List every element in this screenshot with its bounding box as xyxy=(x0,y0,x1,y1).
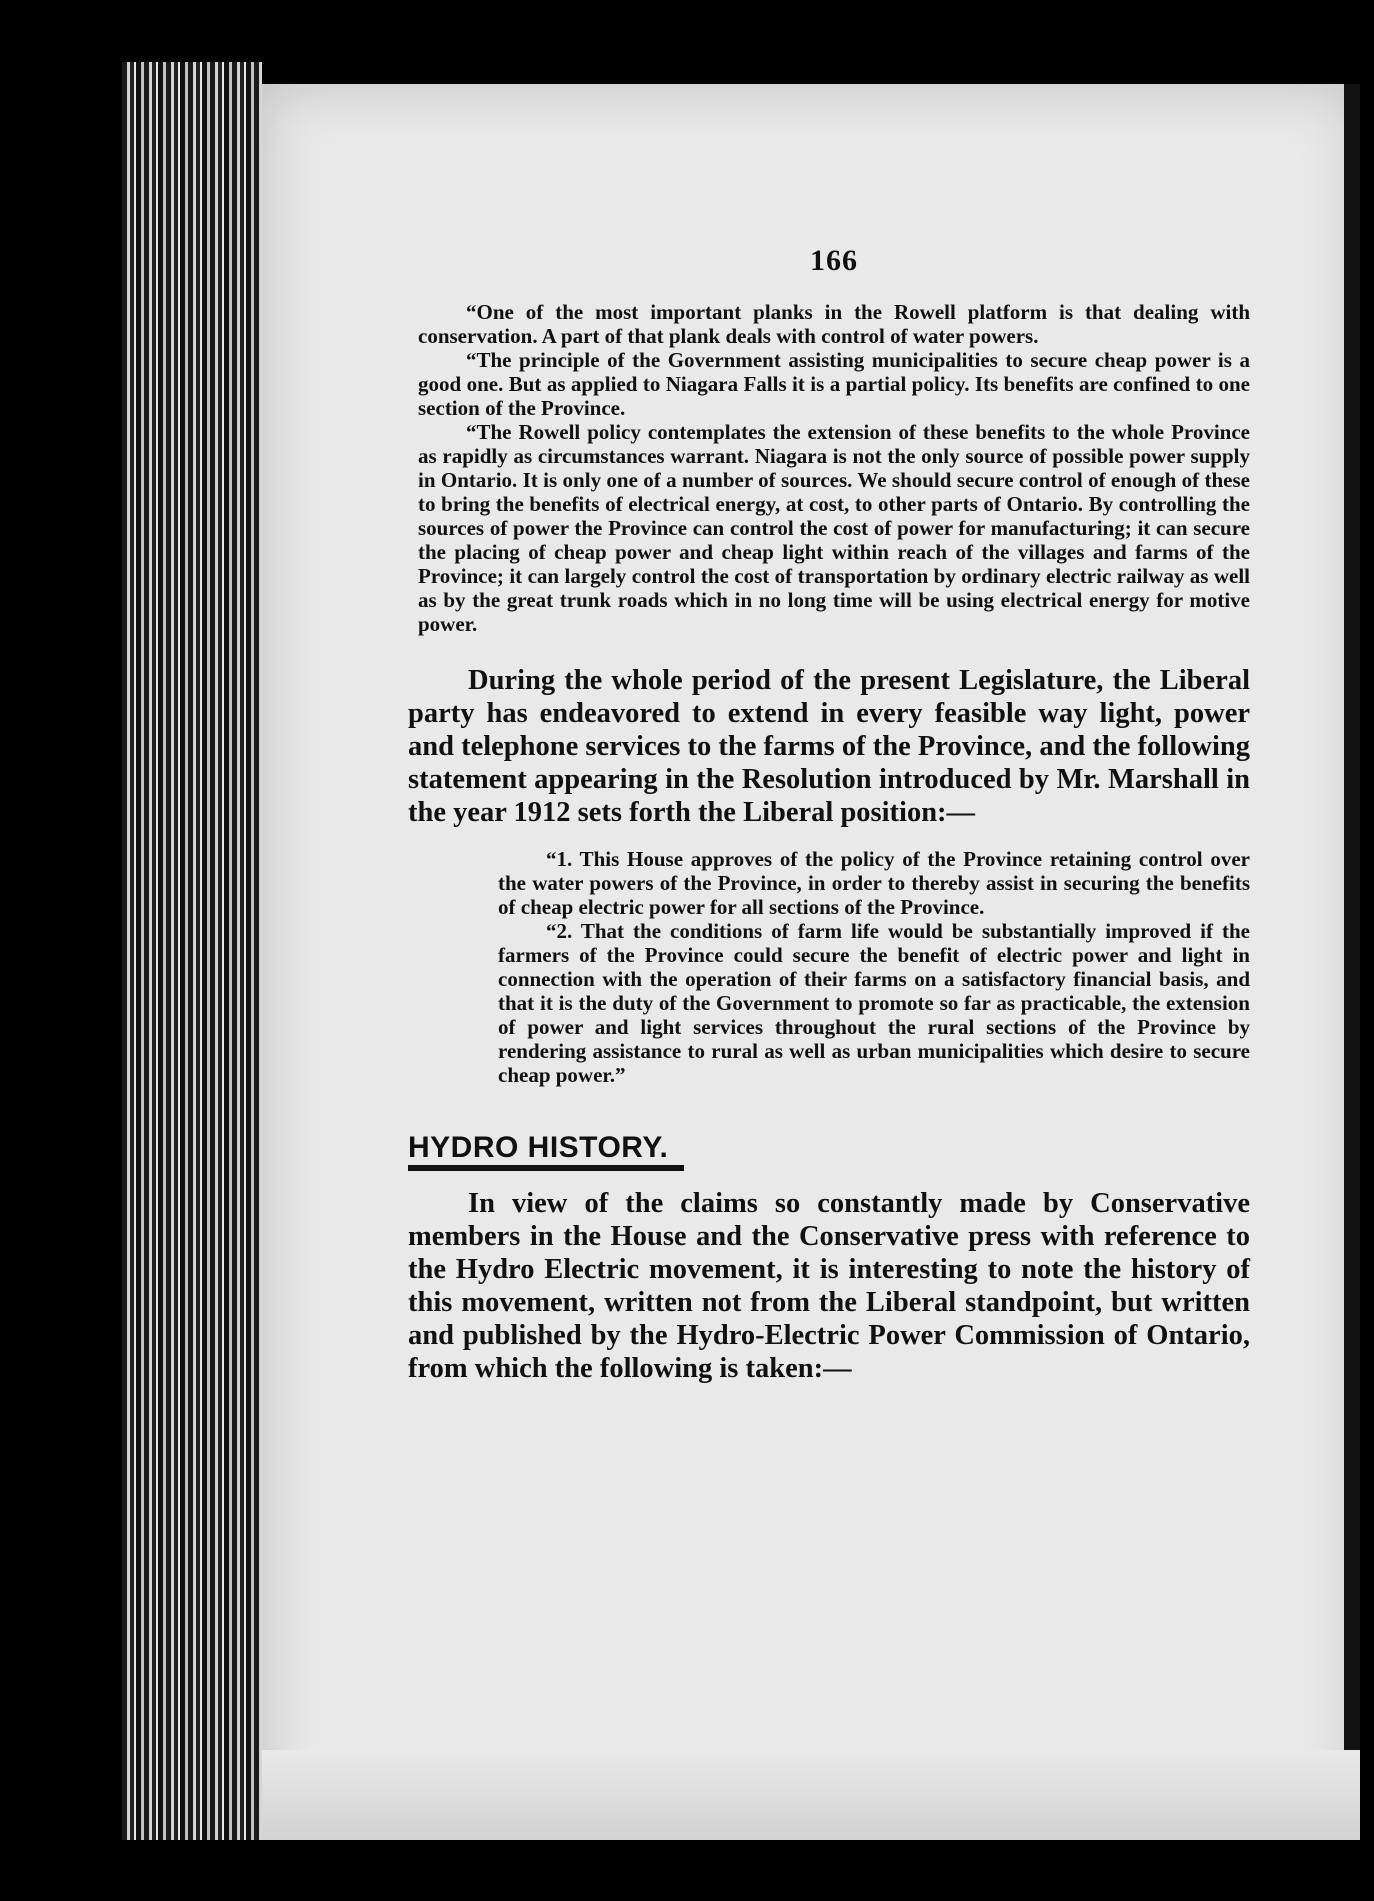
quote-paragraph: “The Rowell policy contemplates the extension of these benefits to the whole Province as rapidly as circumstances warrant. Niagara is not the only source of possible power supply in Ontario. It is only one of a number of sources. We should secure control of enough of these to bring the benefits of electrical energy, at cost, to other parts of Ontario. By controlling the sources of power the Province can control the cost of power for manufacturing; it can secure the placing of cheap power and cheap light within reach of the villages and farms of the Province; it can largely control the cost of transportation by ordinary electric railway as well as by the great trunk roads which in no long time will be using electrical energy for motive power. xyxy=(418,420,1250,636)
marshall-resolution-quote xyxy=(498,847,1250,1087)
book-page xyxy=(262,84,1360,1840)
quote-paragraph: “1. This House approves of the policy of the Province retaining control over the water powers of the Province, in order to thereby assist in securing the benefits of cheap electric power for all sections of the Province. xyxy=(498,847,1250,919)
quote-paragraph: “One of the most important planks in the Rowell platform is that dealing with conservation. A part of that plank deals with control of water powers. xyxy=(418,300,1250,348)
section-heading: HYDRO HISTORY. xyxy=(408,1131,684,1171)
page-number: 166 xyxy=(810,244,858,277)
rowell-platform-quote xyxy=(418,300,1250,636)
page-bottom-margin xyxy=(262,1750,1360,1840)
body-paragraph-liberal-position: During the whole period of the present Legislature, the Liberal party has endeavored to extend in every feasible way light, power and telephone services to the farms of the Province, and the following statement appearing in the Resolution introduced by Mr. Marshall in the year 1912 sets forth the Liberal position:— xyxy=(408,665,1250,828)
body-paragraph-hydro-history: In view of the claims so constantly made by Conservative members in the House and the Conservative press with reference to the Hydro Electric movement, it is interesting to note the history of this movement, written not from the Liberal standpoint, but written and published by the Hydro-Electric Power Commission of Ontario, from which the following is taken:— xyxy=(408,1188,1250,1384)
book-page-edges xyxy=(122,62,262,1840)
quote-paragraph: “The principle of the Government assisting municipalities to secure cheap power is a good one. But as applied to Niagara Falls it is a partial policy. Its benefits are confined to one section of the Province. xyxy=(418,348,1250,420)
page-gutter-shadow xyxy=(1344,84,1360,1840)
quote-paragraph: “2. That the conditions of farm life would be substantially improved if the farmers of the Province could secure the benefit of electric power and light in connection with the operation of their farms on a satisfactory financial basis, and that it is the duty of the Government to promote so far as practicable, the extension of power and light services throughout the rural sections of the Province by rendering assistance to rural as well as urban municipalities which desire to secure cheap power.” xyxy=(498,919,1250,1087)
page-content xyxy=(408,244,1250,1385)
